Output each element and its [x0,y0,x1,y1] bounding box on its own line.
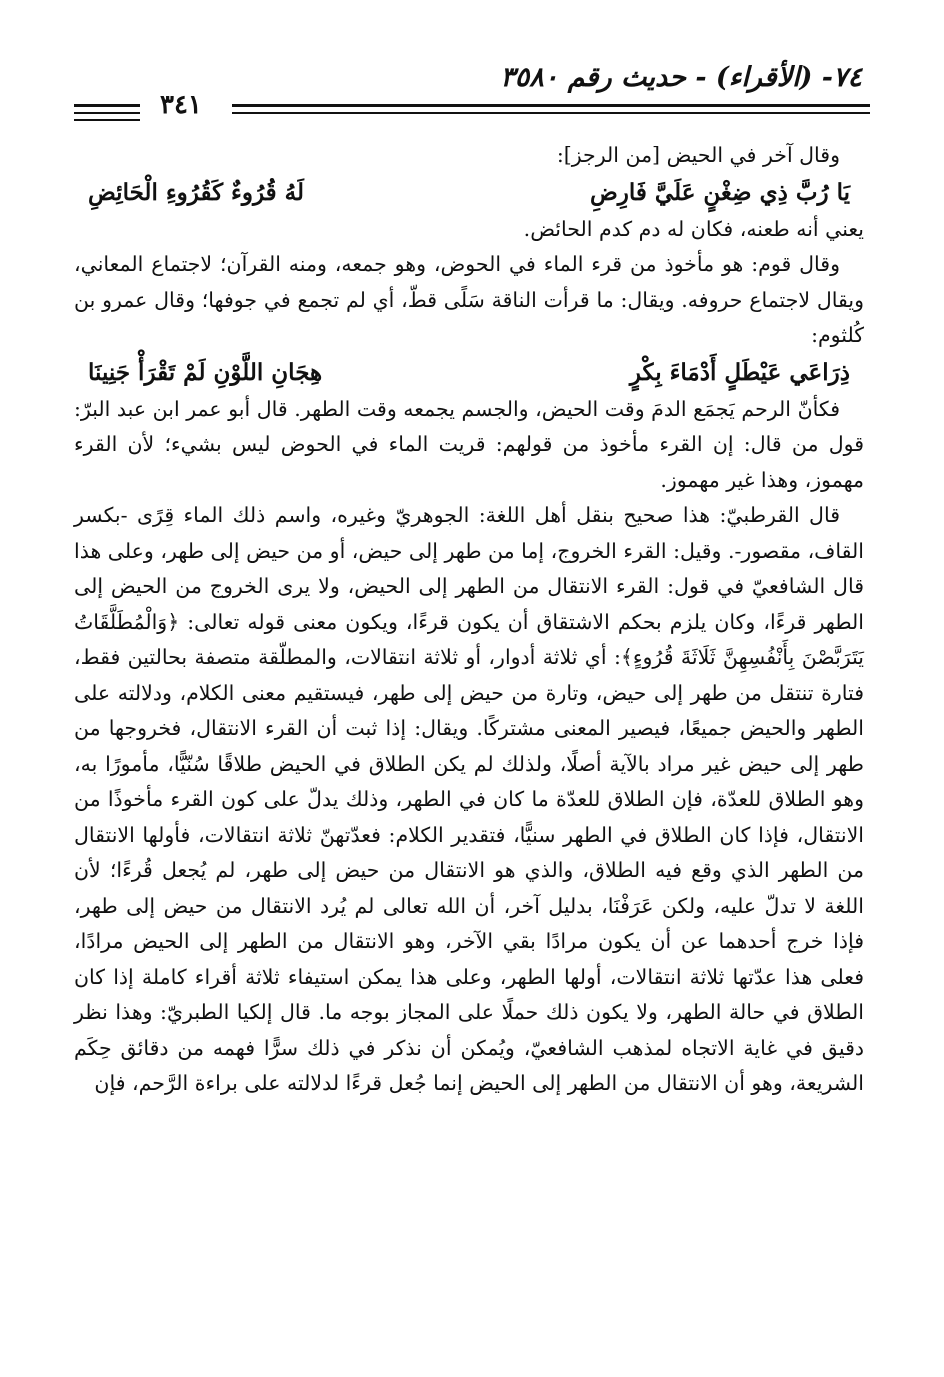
verse2-first-hemistich: ذِرَاعَي عَيْطَلٍ أَدْمَاءَ بِكْرٍ [629,358,850,386]
verse1-second-hemistich: لَهُ قُرُوءٌ كَقُرُوءِ الْحَائِضِ [88,178,304,206]
verse1-first-hemistich: يَا رُبَّ ذِي ضِغْنٍ عَلَيَّ فَارِضِ [589,178,850,206]
header-rule-left-2 [74,112,140,114]
page-number: ٣٤١ [160,90,202,120]
header-rule-right-2 [232,112,870,114]
verse1-explanation: يعني أنه طعنه، فكان له دم كدم الحائض. [523,216,864,241]
header-rule-left-1 [74,104,140,107]
header-rule-left-3 [74,119,140,121]
paragraph-1: وقال قوم: هو مأخوذ من قرء الماء في الحوض، وهو جمعه، ومنه القرآن؛ لاجتماع المعاني، ويقال لاجتماع حروفه. ويقال: ما قرأت الناقة سَلًى قطّ، أي لم تجمع في جوفها؛ وقال عمرو بن كُلثوم: [74,252,864,347]
header-rule-right [232,104,870,107]
chapter-title: ٧٤- (الأقراء) - حديث رقم ٣٥٨٠ [500,62,862,93]
verse2-second-hemistich: هِجَانِ اللَّوْنِ لَمْ تَقْرَأْ جَنِينَا [88,358,323,386]
verse1-intro: وقال آخر في الحيض [من الرجز]: [556,143,840,167]
poem-verse-1 [74,174,864,212]
paragraph-3: قال القرطبيّ: هذا صحيح بنقل أهل اللغة: الجوهريّ وغيره، واسم ذلك الماء قِرًى -بكسر القاف، مقصور-. وقيل: القرء الخروج، إما من طهر إلى حيض، أو من حيض إلى طهر، وعلى هذا قال الشافعيّ في قول: القرء الانتقال من الطهر إلى الحيض، ولا يرى الخروج من الحيض إلى الطهر قرءًا، وكان يلزم بحكم الاشتقاق أن يكون قرءًا، ويكون معنى قوله تعالى: ﴿وَالْمُطَلَّقَاتُ يَتَرَبَّصْنَ بِأَنْفُسِهِنَّ ثَلَاثَةَ قُرُوءٍ﴾: أي ثلاثة أدوار، أو ثلاثة انتقالات، والمطلّقة متصفة بحالتين فقط، فتارة تنتقل من طهر إلى حيض، وتارة من حيض إلى طهر، فيستقيم معنى الكلام، ودلالته على الطهر والحيض جميعًا، فيصير المعنى مشتركًا. ويقال: إذا ثبت أن القرء الانتقال، فخروجها من طهر إلى حيض غير مراد بالآية أصلًا، ولذلك لم يكن الطلاق في الحيض طلاقًا سُنّيًّا، مأمورًا به، وهو الطلاق للعدّة، فإن الطلاق للعدّة ما كان في الطهر، وذلك يدلّ على كون القرء مأخوذًا من الانتقال، فإذا كان الطلاق في الطهر سنيًّا، فتقدير الكلام: فعدّتهنّ ثلاثة انتقالات، فأولها الانتقال من الطهر الذي وقع فيه الطلاق، والذي هو الانتقال من حيض إلى طهر، لم يُجعل قُرءًا؛ لأن اللغة لا تدلّ عليه، ولكن عَرَفْنَا، بدليل آخر، أن الله تعالى لم يُرد الانتقال من حيض إلى طهر، فإذا خرج أحدهما عن أن يكون مرادًا بقي الآخر، وهو الانتقال من الطهر إلى الحيض مرادًا، فعلى هذا عدّتها ثلاثة انتقالات، أولها الطهر، وعلى هذا يمكن استيفاء ثلاثة أقراء كاملة إذا كان الطلاق في حالة الطهر، ولا يكون ذلك حملًا على المجاز بوجه ما. قال إلكيا الطبريّ: وهذا نظر دقيق في غاية الاتجاه لمذهب الشافعيّ، ويُمكن أن نذكر في ذلك سرًّا فهمه من دقائق حِكَم الشريعة، وهو أن الانتقال من الطهر إلى الحيض إنما جُعل قرءًا لدلالته على براءة الرَّحم، فإن [74,503,865,1095]
main-text [74,138,864,1102]
paragraph-2: فكأنّ الرحم يَجمَع الدمَ وقت الحيض، والجسم يجمعه وقت الطهر. قال أبو عمر ابن عبد البرّ: قول من قال: إن القرء مأخوذ من قولهم: قريت الماء في الحوض ليس بشيء؛ لأن القرء مهموز، وهذا غير مهموز. [74,396,864,492]
page-header [70,62,870,120]
poem-verse-2 [74,354,864,392]
